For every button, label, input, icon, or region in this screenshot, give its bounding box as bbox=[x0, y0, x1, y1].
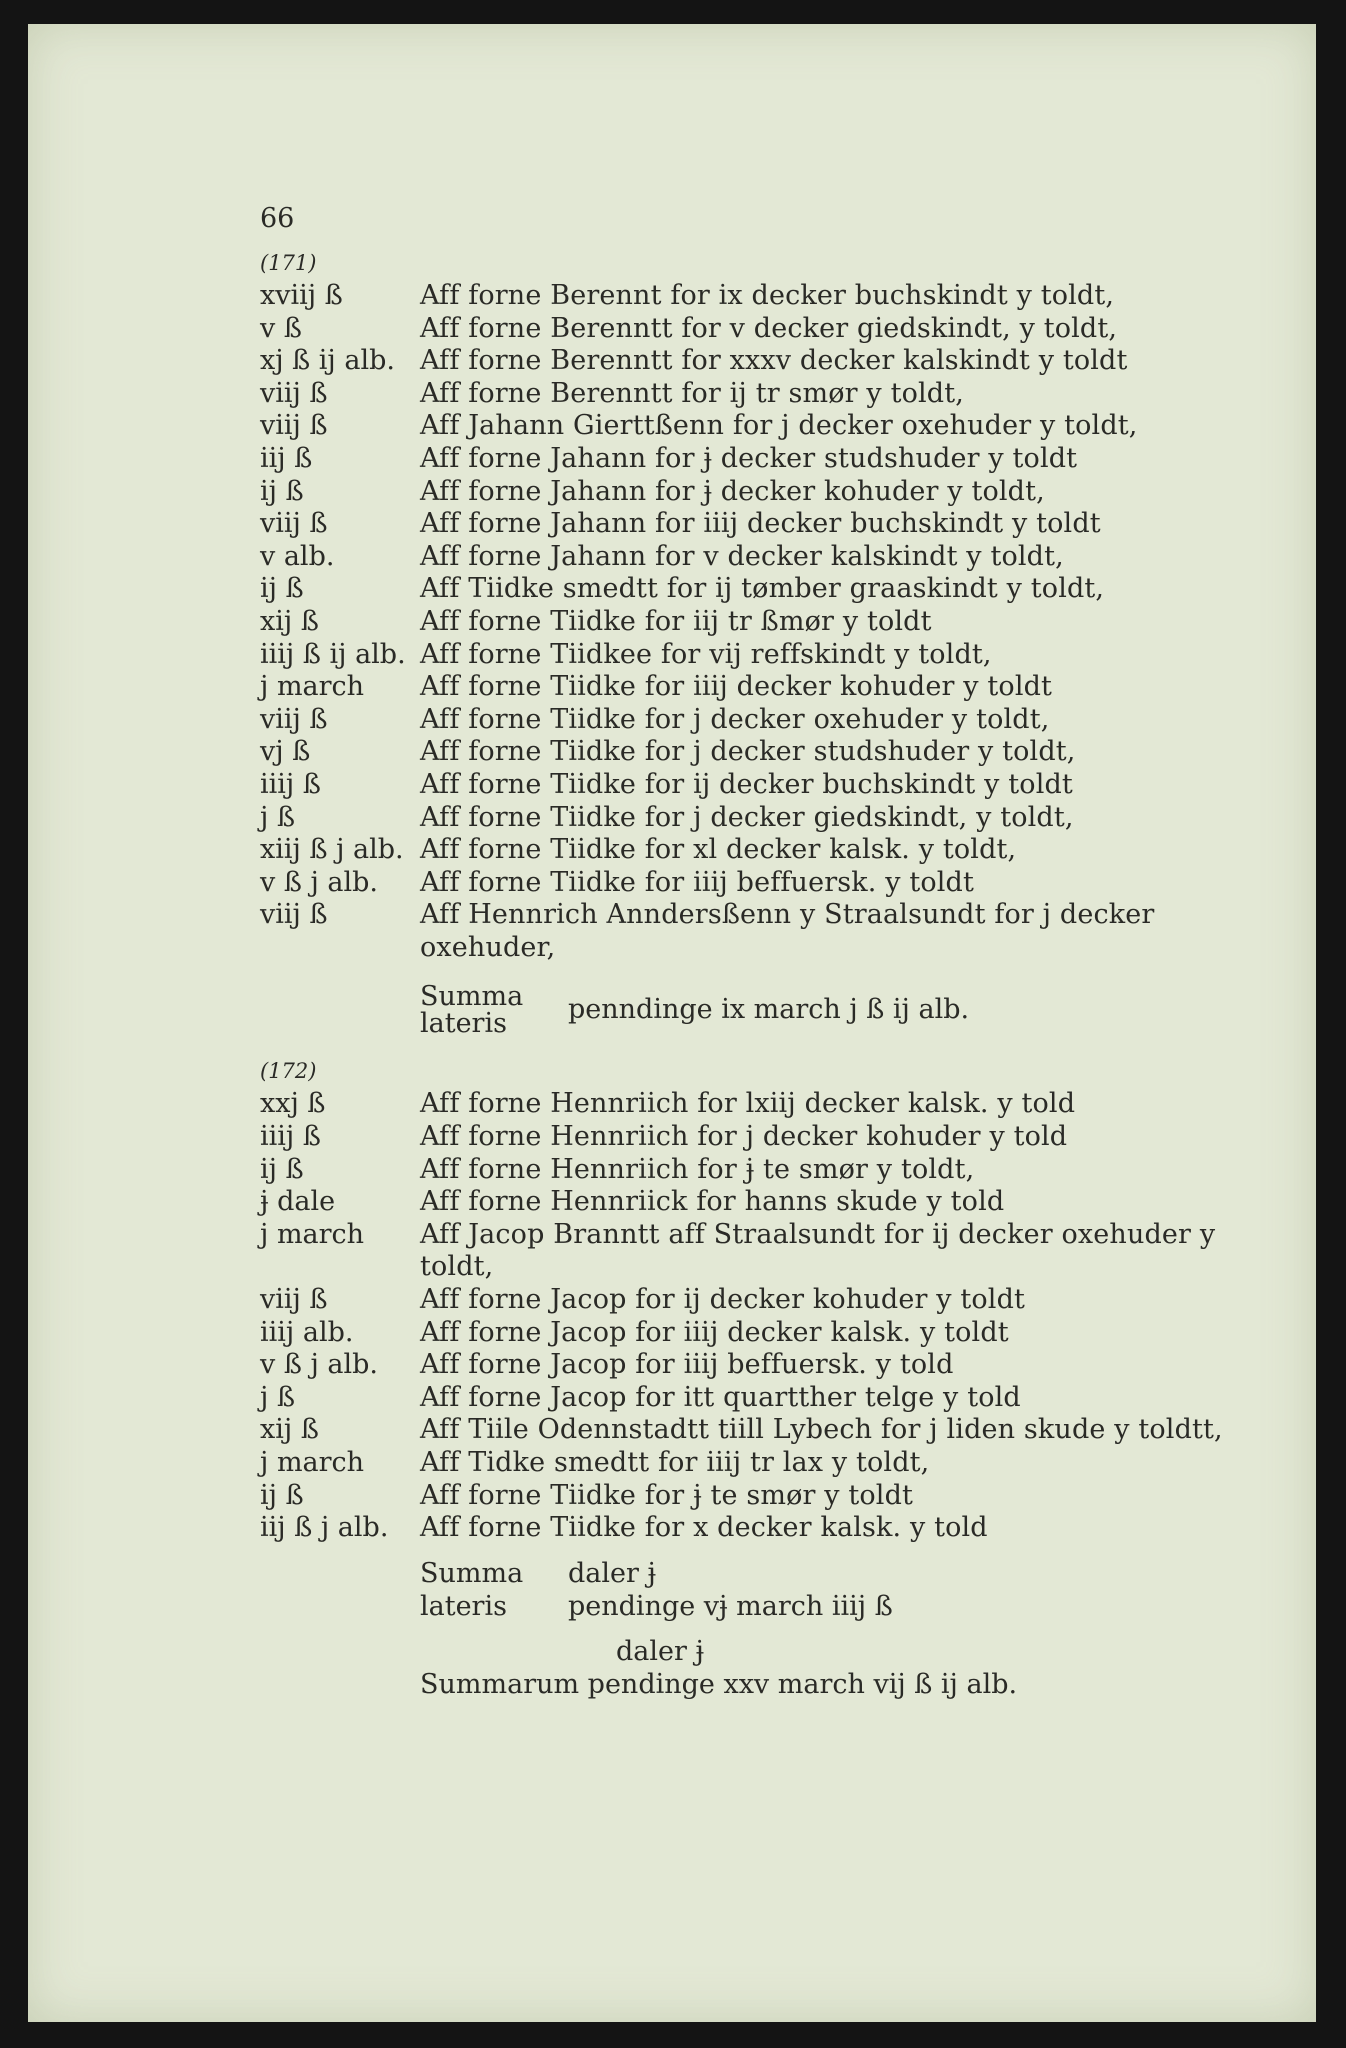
entry-text: Aff forne Jacop for iiij decker kalsk. y toldt bbox=[420, 1316, 1009, 1348]
document-page bbox=[28, 24, 1316, 2022]
entry-text: Aff forne Hennriich for ɉ te smør y toldt, bbox=[420, 1153, 975, 1185]
entry-amount: viij ß bbox=[260, 377, 328, 409]
entry-text: Aff forne Hennriick for hanns skude y told bbox=[420, 1186, 1005, 1218]
entry-text: Aff Hennrich Anndersßenn y Straalsundt for j decker oxehuder, bbox=[420, 899, 1155, 963]
entry-text: Aff Tiidke smedtt for ij tømber graaskindt y toldt, bbox=[420, 573, 1105, 605]
entry-text: Aff forne Tiidke for xl decker kalsk. y toldt, bbox=[420, 834, 1017, 866]
entry-text: Aff forne Hennriich for lxiij decker kalsk. y told bbox=[420, 1088, 1076, 1120]
ledger-entry bbox=[260, 508, 1250, 541]
entry-amount: xj ß ij alb. bbox=[260, 345, 395, 377]
entry-text: Aff forne Jacop for ij decker kohuder y toldt bbox=[420, 1284, 1026, 1316]
entry-amount: v alb. bbox=[260, 540, 335, 572]
entry-amount: j ß bbox=[260, 801, 295, 833]
entry-amount: xxj ß bbox=[260, 1088, 326, 1120]
ledger-entry bbox=[260, 1284, 1250, 1317]
ledger-entry bbox=[260, 1414, 1250, 1447]
entry-text: Aff forne Jacop for itt quartther telge y told bbox=[420, 1381, 1021, 1413]
entry-amount: v ß j alb. bbox=[260, 1349, 379, 1381]
entry-amount: iiij ß bbox=[260, 1121, 321, 1153]
entry-list-172 bbox=[260, 1088, 1250, 1544]
entry-text: Aff forne Berenntt for v decker giedskindt, y toldt, bbox=[420, 312, 1118, 344]
entry-amount: xij ß bbox=[260, 1414, 319, 1446]
entry-amount: viij ß bbox=[260, 899, 328, 931]
summa-label-block bbox=[420, 1557, 568, 1623]
entry-text: Aff forne Jacop for iiij beffuersk. y told bbox=[420, 1349, 954, 1381]
ledger-entry bbox=[260, 704, 1250, 737]
entry-text: Aff forne Jahann for ɉ decker studshuder y toldt bbox=[420, 442, 1078, 474]
ledger-entry bbox=[260, 1088, 1250, 1121]
summa-label: Summa bbox=[420, 1557, 524, 1589]
entry-text: Aff forne Tiidke for iiij decker kohuder y toldt bbox=[420, 671, 1053, 703]
entry-text: Aff forne Hennriich for j decker kohuder y told bbox=[420, 1121, 1068, 1153]
entry-amount: viij ß bbox=[260, 410, 328, 442]
ledger-entry bbox=[260, 867, 1250, 900]
ledger-entry bbox=[260, 1154, 1250, 1187]
ledger-entry bbox=[260, 1186, 1250, 1219]
entry-amount: ij ß bbox=[260, 475, 304, 507]
page-content bbox=[260, 192, 1250, 1701]
entry-amount: iiij alb. bbox=[260, 1316, 354, 1348]
ledger-entry bbox=[260, 671, 1250, 704]
entry-amount: iiij ß bbox=[260, 768, 321, 800]
ledger-entry bbox=[260, 1512, 1250, 1545]
entry-amount: j march bbox=[260, 671, 365, 703]
ledger-entry bbox=[260, 345, 1250, 378]
ledger-entry bbox=[260, 313, 1250, 346]
ledger-entry bbox=[260, 736, 1250, 769]
entry-text: Aff forne Tiidkee for vij reffskindt y toldt, bbox=[420, 638, 992, 670]
entry-text: Aff forne Tiidke for j decker studshuder y toldt, bbox=[420, 736, 1076, 768]
entry-text: Aff forne Berennt for ix decker buchskindt y toldt, bbox=[420, 280, 1115, 311]
ledger-entry bbox=[260, 541, 1250, 574]
summa-label: Summa lateris bbox=[420, 981, 524, 1040]
entry-text: Aff forne Berenntt for ij tr smør y toldt, bbox=[420, 377, 964, 409]
summa-pendinge: pendinge vɉ march iiij ß bbox=[568, 1590, 893, 1622]
entry-amount: xiij ß j alb. bbox=[260, 834, 404, 866]
ledger-entry bbox=[260, 410, 1250, 443]
ledger-entry bbox=[260, 1317, 1250, 1350]
entry-amount: xviij ß bbox=[260, 280, 343, 311]
entry-amount: viij ß bbox=[260, 508, 328, 540]
entry-amount: vj ß bbox=[260, 736, 311, 768]
summa-value-block bbox=[568, 1557, 893, 1623]
ledger-entry bbox=[260, 769, 1250, 802]
entry-amount: iij ß bbox=[260, 442, 313, 474]
entry-amount: ij ß bbox=[260, 573, 304, 605]
ledger-entry bbox=[260, 1349, 1250, 1382]
entry-amount: viij ß bbox=[260, 1284, 328, 1316]
ledger-entry bbox=[260, 802, 1250, 835]
ledger-entry bbox=[260, 834, 1250, 867]
ledger-entry bbox=[260, 1219, 1250, 1284]
ledger-entry bbox=[260, 1121, 1250, 1154]
entry-amount: j march bbox=[260, 1218, 365, 1250]
ledger-entry bbox=[260, 476, 1250, 509]
summarum-daler: daler ɉ bbox=[616, 1635, 704, 1667]
entry-text: Aff forne Tiidke for ɉ te smør y toldt bbox=[420, 1479, 914, 1511]
entry-text: Aff forne Tiidke for iij tr ßmør y toldt bbox=[420, 605, 932, 637]
summa-value: penndinge ix march j ß ij alb. bbox=[568, 994, 970, 1026]
summarum-total: Summarum pendinge xxv march vij ß ij alb. bbox=[420, 1668, 1018, 1700]
entry-text: Aff forne Tiidke for x decker kalsk. y told bbox=[420, 1512, 988, 1544]
entry-amount: viij ß bbox=[260, 703, 328, 735]
entry-text: Aff forne Jahann for v decker kalskindt y toldt, bbox=[420, 540, 1064, 572]
section-marker-171: (171) bbox=[260, 251, 317, 275]
section-marker-172: (172) bbox=[260, 1059, 317, 1084]
ledger-entry bbox=[260, 899, 1250, 964]
lateris-label: lateris bbox=[420, 1590, 507, 1622]
entry-text: Aff forne Tiidke for j decker giedskindt, y toldt, bbox=[420, 801, 1074, 833]
ledger-entry bbox=[260, 1480, 1250, 1513]
entry-amount: j ß bbox=[260, 1381, 295, 1413]
ledger-entry bbox=[260, 1447, 1250, 1480]
entry-text: Aff forne Jahann for ɉ decker kohuder y toldt, bbox=[420, 475, 1045, 507]
ledger-entry bbox=[260, 1382, 1250, 1415]
entry-amount: v ß j alb. bbox=[260, 866, 379, 898]
entry-amount: ij ß bbox=[260, 1153, 304, 1185]
ledger-entry bbox=[260, 639, 1250, 672]
entry-amount: xij ß bbox=[260, 605, 319, 637]
ledger-entry bbox=[260, 606, 1250, 639]
ledger-entry bbox=[260, 378, 1250, 411]
ledger-entry bbox=[260, 280, 1250, 313]
page-number: 66 bbox=[260, 203, 295, 234]
entry-text: Aff forne Berenntt for xxxv decker kalskindt y toldt bbox=[420, 345, 1128, 377]
entry-amount: j march bbox=[260, 1447, 365, 1478]
entry-amount: ij ß bbox=[260, 1479, 304, 1511]
entry-text: Aff Tiile Odennstadtt tiill Lybech for j liden skude y toldtt, bbox=[420, 1414, 1223, 1446]
ledger-entry bbox=[260, 573, 1250, 606]
entry-text: Aff Jacop Branntt aff Straalsundt for ij decker oxehuder y toldt, bbox=[420, 1218, 1216, 1283]
entry-list-171 bbox=[260, 280, 1250, 964]
entry-text: Aff Tidke smedtt for iiij tr lax y toldt, bbox=[420, 1447, 930, 1478]
ledger-entry bbox=[260, 443, 1250, 476]
summa-lateris-172 bbox=[420, 1557, 1250, 1623]
entry-amount: ɉ dale bbox=[260, 1186, 336, 1218]
entry-text: Aff forne Tiidke for j decker oxehuder y toldt, bbox=[420, 703, 1050, 735]
entry-amount: v ß bbox=[260, 312, 302, 344]
entry-text: Aff forne Tiidke for iiij beffuersk. y toldt bbox=[420, 866, 974, 898]
entry-text: Aff Jahann Gierttßenn for j decker oxehuder y toldt, bbox=[420, 410, 1138, 442]
entry-text: Aff forne Jahann for iiij decker buchskindt y toldt bbox=[420, 508, 1101, 540]
entry-amount: iiij ß ij alb. bbox=[260, 638, 406, 670]
entry-amount: iij ß j alb. bbox=[260, 1512, 389, 1544]
summa-daler: daler ɉ bbox=[568, 1557, 656, 1589]
entry-text: Aff forne Tiidke for ij decker buchskindt y toldt bbox=[420, 768, 1073, 800]
summa-lateris-171 bbox=[420, 972, 1250, 1048]
